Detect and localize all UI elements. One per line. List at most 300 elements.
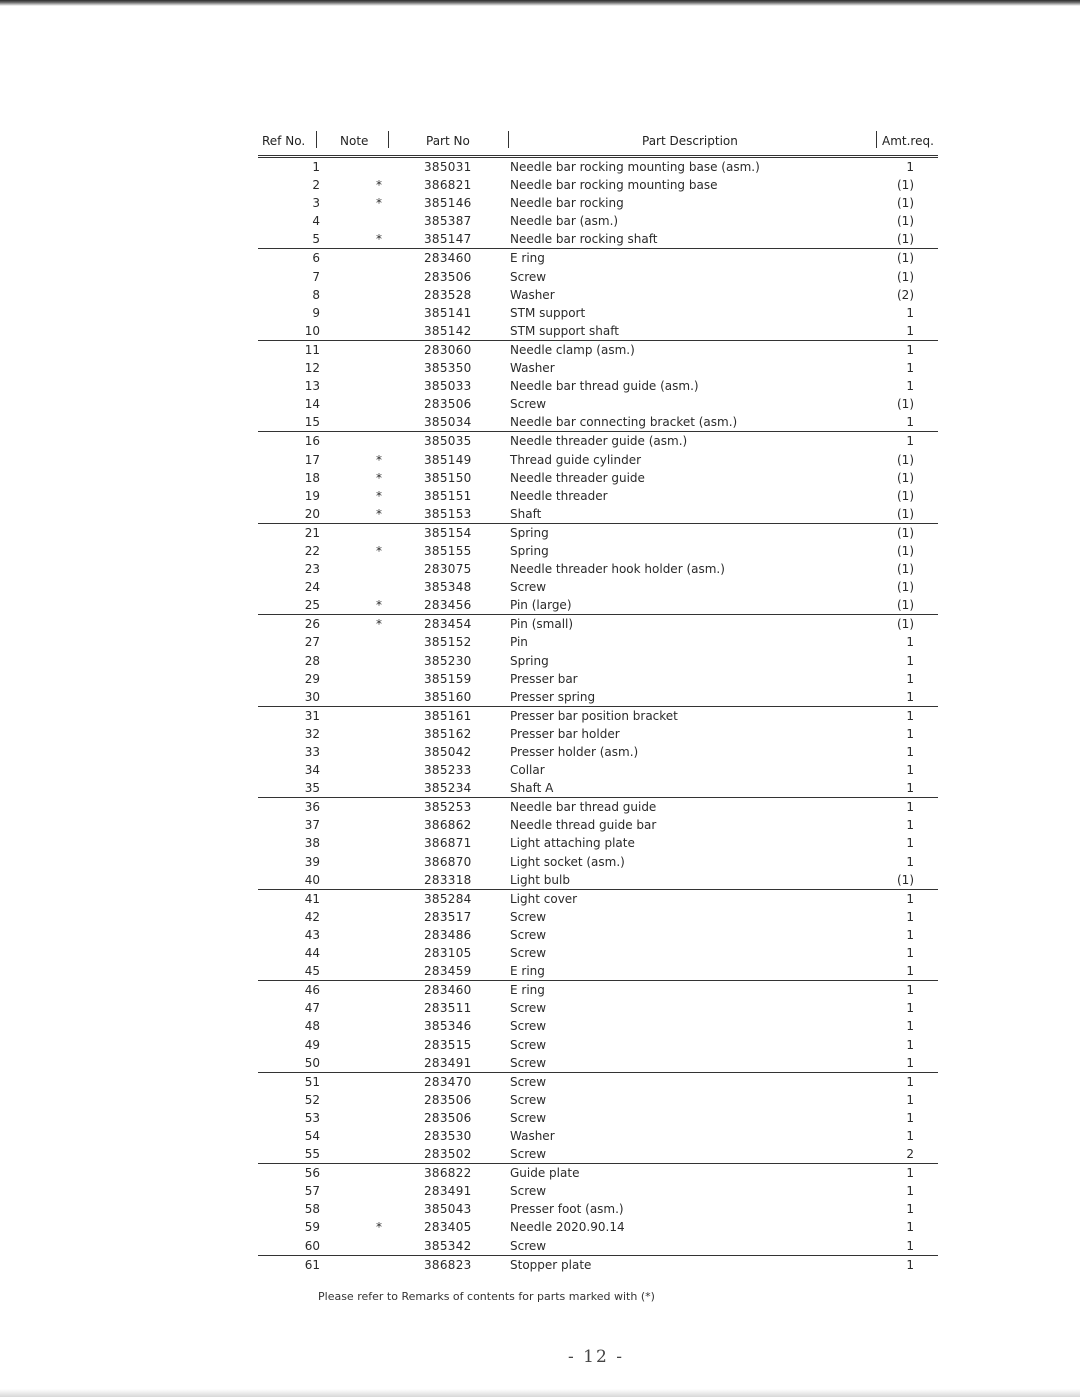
part-no-cell: 283060	[424, 342, 472, 357]
ref-no-cell: 2	[312, 178, 320, 193]
ref-no-cell: 30	[304, 689, 320, 704]
part-no-cell: 385146	[424, 196, 472, 211]
amt-req-cell: 1	[906, 745, 914, 759]
description-cell: Needle bar thread guide (asm.)	[510, 379, 699, 394]
part-no-cell: 385150	[424, 470, 472, 485]
table-row	[258, 1109, 938, 1127]
note-cell: *	[376, 543, 382, 558]
part-no-cell: 386862	[424, 818, 472, 833]
table-row	[258, 908, 938, 926]
ref-no-cell: 41	[304, 891, 320, 906]
part-no-cell: 283506	[424, 1092, 472, 1107]
description-cell: STM support shaft	[510, 323, 619, 338]
amt-req-cell: 1	[906, 635, 914, 650]
table-row	[258, 1164, 938, 1182]
description-cell: STM support	[510, 305, 586, 320]
part-no-cell: 385161	[424, 708, 472, 723]
description-cell: Presser holder (asm.)	[510, 745, 639, 759]
ref-no-cell: 60	[304, 1238, 320, 1253]
amt-req-cell: (1)	[897, 598, 914, 613]
amt-req-cell: (1)	[897, 872, 914, 887]
header-divider	[316, 131, 317, 148]
amt-req-cell: 1	[906, 1037, 914, 1052]
ref-no-cell: 34	[304, 763, 320, 778]
amt-req-cell: 1	[906, 1001, 914, 1016]
part-no-cell: 283456	[424, 598, 472, 613]
description-cell: Collar	[510, 763, 545, 778]
description-cell: Light socket (asm.)	[510, 854, 625, 869]
table-row	[258, 505, 938, 524]
table-row	[258, 1127, 938, 1145]
amt-req-cell: 1	[906, 946, 914, 961]
part-no-cell: 386822	[424, 1166, 472, 1181]
ref-no-cell: 35	[304, 781, 320, 796]
amt-req-cell: 1	[906, 891, 914, 906]
description-cell: Needle bar thread guide	[510, 800, 657, 815]
page-number: - 12 -	[568, 1347, 624, 1367]
footnote: Please refer to Remarks of contents for parts marked with (*)	[318, 1290, 655, 1303]
amt-req-cell: 1	[906, 1092, 914, 1107]
part-no-cell: 283511	[424, 1001, 472, 1016]
description-cell: Spring	[510, 525, 549, 540]
table-row	[258, 725, 938, 743]
scan-top-edge	[0, 0, 1080, 6]
parts-table	[258, 131, 938, 1274]
ref-no-cell: 14	[304, 397, 320, 412]
amt-req-cell: 1	[906, 983, 914, 998]
part-no-cell: 283470	[424, 1074, 472, 1089]
table-header	[258, 131, 938, 158]
table-row	[258, 1017, 938, 1035]
table-row	[258, 1036, 938, 1054]
table-row	[258, 652, 938, 670]
amt-req-cell: 1	[906, 1110, 914, 1125]
ref-no-cell: 52	[304, 1092, 320, 1107]
table-row	[258, 743, 938, 761]
part-no-cell: 385042	[424, 745, 472, 759]
table-row	[258, 1256, 938, 1274]
ref-no-cell: 5	[312, 232, 320, 247]
table-row	[258, 761, 938, 779]
description-cell: Screw	[510, 1055, 547, 1070]
part-no-cell: 385162	[424, 726, 472, 741]
description-cell: Needle threader	[510, 488, 608, 503]
amt-req-cell: 1	[906, 1055, 914, 1070]
part-no-cell: 385387	[424, 214, 472, 229]
amt-req-cell: 1	[906, 1184, 914, 1199]
ref-no-cell: 18	[304, 470, 320, 485]
description-cell: Needle 2020.90.14	[510, 1220, 625, 1235]
ref-no-cell: 29	[304, 671, 320, 686]
ref-no-cell: 44	[304, 946, 320, 961]
table-row	[258, 596, 938, 615]
ref-no-cell: 53	[304, 1110, 320, 1125]
table-row	[258, 1200, 938, 1218]
table-row	[258, 322, 938, 341]
ref-no-cell: 11	[304, 342, 320, 357]
note-cell: *	[376, 488, 382, 503]
ref-no-cell: 49	[304, 1037, 320, 1052]
part-no-cell: 385159	[424, 671, 472, 686]
part-no-cell: 283506	[424, 1110, 472, 1125]
part-no-cell: 283486	[424, 927, 472, 942]
description-cell: Screw	[510, 1184, 547, 1199]
amt-req-cell: 1	[906, 909, 914, 924]
part-no-cell: 385152	[424, 635, 472, 650]
ref-no-cell: 10	[304, 323, 320, 338]
description-cell: Thread guide cylinder	[510, 452, 642, 467]
table-row	[258, 377, 938, 395]
description-cell: Needle thread guide bar	[510, 818, 657, 833]
table-row	[258, 359, 938, 377]
ref-no-cell: 26	[304, 617, 320, 632]
part-no-cell: 385154	[424, 525, 472, 540]
amt-req-cell: (1)	[897, 525, 914, 540]
amt-req-cell: 1	[906, 964, 914, 979]
note-cell: *	[376, 452, 382, 467]
table-row	[258, 834, 938, 852]
part-no-cell: 385151	[424, 488, 472, 503]
ref-no-cell: 45	[304, 964, 320, 979]
description-cell: Light attaching plate	[510, 836, 635, 851]
part-no-cell: 385149	[424, 452, 472, 467]
amt-req-cell: (1)	[897, 214, 914, 229]
amt-req-cell: 1	[906, 854, 914, 869]
ref-no-cell: 33	[304, 745, 320, 759]
note-cell: *	[376, 232, 382, 247]
part-no-cell: 385284	[424, 891, 472, 906]
description-cell: Presser bar holder	[510, 726, 620, 741]
description-cell: Stopper plate	[510, 1257, 592, 1272]
header-divider	[508, 131, 509, 148]
table-row	[258, 176, 938, 194]
table-row	[258, 1237, 938, 1256]
table-row	[258, 413, 938, 432]
part-no-cell: 283515	[424, 1037, 472, 1052]
ref-no-cell: 25	[304, 598, 320, 613]
header-note: Note	[340, 134, 369, 148]
part-no-cell: 386823	[424, 1257, 472, 1272]
amt-req-cell: 1	[906, 836, 914, 851]
amt-req-cell: (1)	[897, 269, 914, 284]
ref-no-cell: 3	[312, 196, 320, 211]
table-row	[258, 707, 938, 725]
part-no-cell: 283517	[424, 909, 472, 924]
ref-no-cell: 39	[304, 854, 320, 869]
amt-req-cell: (1)	[897, 562, 914, 577]
table-row	[258, 816, 938, 834]
amt-req-cell: (1)	[897, 617, 914, 632]
table-body	[258, 158, 938, 1274]
description-cell: Screw	[510, 269, 547, 284]
description-cell: Needle threader guide	[510, 470, 645, 485]
part-no-cell: 385034	[424, 415, 472, 430]
note-cell: *	[376, 598, 382, 613]
ref-no-cell: 38	[304, 836, 320, 851]
amt-req-cell: 1	[906, 1220, 914, 1235]
part-no-cell: 385234	[424, 781, 472, 796]
description-cell: Screw	[510, 946, 547, 961]
ref-no-cell: 61	[304, 1257, 320, 1272]
amt-req-cell: 1	[906, 342, 914, 357]
part-no-cell: 385155	[424, 543, 472, 558]
description-cell: Screw	[510, 1092, 547, 1107]
amt-req-cell: (1)	[897, 251, 914, 266]
table-row	[258, 560, 938, 578]
ref-no-cell: 19	[304, 488, 320, 503]
description-cell: Needle bar rocking shaft	[510, 232, 658, 247]
ref-no-cell: 28	[304, 653, 320, 668]
description-cell: Presser bar position bracket	[510, 708, 678, 723]
ref-no-cell: 56	[304, 1166, 320, 1181]
description-cell: Shaft A	[510, 781, 554, 796]
part-no-cell: 283459	[424, 964, 472, 979]
amt-req-cell: (1)	[897, 196, 914, 211]
table-row	[258, 524, 938, 542]
ref-no-cell: 59	[304, 1220, 320, 1235]
note-cell: *	[376, 470, 382, 485]
ref-no-cell: 58	[304, 1202, 320, 1217]
ref-no-cell: 7	[312, 269, 320, 284]
table-row	[258, 268, 938, 286]
description-cell: Needle bar (asm.)	[510, 214, 619, 229]
table-row	[258, 158, 938, 176]
amt-req-cell: (1)	[897, 232, 914, 247]
table-row	[258, 194, 938, 212]
ref-no-cell: 36	[304, 800, 320, 815]
part-no-cell: 283075	[424, 562, 472, 577]
part-no-cell: 283454	[424, 617, 472, 632]
table-row	[258, 962, 938, 981]
table-row	[258, 395, 938, 413]
part-no-cell: 386871	[424, 836, 472, 851]
table-row	[258, 542, 938, 560]
description-cell: Screw	[510, 909, 547, 924]
description-cell: Needle threader hook holder (asm.)	[510, 562, 725, 577]
table-row	[258, 1091, 938, 1109]
ref-no-cell: 37	[304, 818, 320, 833]
table-row	[258, 469, 938, 487]
description-cell: Screw	[510, 1037, 547, 1052]
ref-no-cell: 46	[304, 983, 320, 998]
table-row	[258, 1054, 938, 1073]
part-no-cell: 385141	[424, 305, 472, 320]
ref-no-cell: 40	[304, 872, 320, 887]
description-cell: Presser spring	[510, 689, 596, 704]
part-no-cell: 385142	[424, 323, 472, 338]
description-cell: Needle clamp (asm.)	[510, 342, 635, 357]
table-row	[258, 670, 938, 688]
ref-no-cell: 54	[304, 1128, 320, 1143]
note-cell: *	[376, 617, 382, 632]
ref-no-cell: 15	[304, 415, 320, 430]
part-no-cell: 385153	[424, 506, 472, 521]
part-no-cell: 283318	[424, 872, 472, 887]
ref-no-cell: 20	[304, 506, 320, 521]
ref-no-cell: 55	[304, 1147, 320, 1162]
ref-no-cell: 43	[304, 927, 320, 942]
part-no-cell: 385230	[424, 653, 472, 668]
header-part-no: Part No	[426, 134, 470, 148]
part-no-cell: 283105	[424, 946, 472, 961]
description-cell: Washer	[510, 361, 555, 376]
description-cell: Pin	[510, 635, 528, 650]
header-divider	[388, 131, 389, 148]
description-cell: Needle bar connecting bracket (asm.)	[510, 415, 738, 430]
table-row	[258, 853, 938, 871]
note-cell: *	[376, 178, 382, 193]
part-no-cell: 385160	[424, 689, 472, 704]
amt-req-cell: 1	[906, 379, 914, 394]
table-row	[258, 286, 938, 304]
amt-req-cell: (1)	[897, 470, 914, 485]
table-row	[258, 230, 938, 249]
table-row	[258, 926, 938, 944]
ref-no-cell: 27	[304, 635, 320, 650]
part-no-cell: 385233	[424, 763, 472, 778]
ref-no-cell: 51	[304, 1074, 320, 1089]
ref-no-cell: 57	[304, 1184, 320, 1199]
ref-no-cell: 6	[312, 251, 320, 266]
amt-req-cell: 1	[906, 818, 914, 833]
note-cell: *	[376, 196, 382, 211]
amt-req-cell: (1)	[897, 397, 914, 412]
description-cell: Spring	[510, 653, 549, 668]
description-cell: Shaft	[510, 506, 542, 521]
part-no-cell: 283530	[424, 1128, 472, 1143]
ref-no-cell: 50	[304, 1055, 320, 1070]
table-row	[258, 999, 938, 1017]
description-cell: Spring	[510, 543, 549, 558]
amt-req-cell: 1	[906, 1238, 914, 1253]
part-no-cell: 283502	[424, 1147, 472, 1162]
table-row	[258, 779, 938, 798]
table-row	[258, 1218, 938, 1236]
scan-bottom-edge	[0, 1389, 1080, 1397]
description-cell: Light cover	[510, 891, 578, 906]
part-no-cell: 385350	[424, 361, 472, 376]
description-cell: Presser bar	[510, 671, 578, 686]
ref-no-cell: 4	[312, 214, 320, 229]
table-row	[258, 578, 938, 596]
table-row	[258, 688, 938, 707]
description-cell: Pin (large)	[510, 598, 572, 613]
description-cell: E ring	[510, 251, 545, 266]
ref-no-cell: 23	[304, 562, 320, 577]
amt-req-cell: 1	[906, 361, 914, 376]
part-no-cell: 385346	[424, 1019, 472, 1034]
table-row	[258, 432, 938, 450]
amt-req-cell: 1	[906, 1166, 914, 1181]
ref-no-cell: 22	[304, 543, 320, 558]
description-cell: Washer	[510, 287, 555, 302]
amt-req-cell: (1)	[897, 506, 914, 521]
table-row	[258, 890, 938, 908]
amt-req-cell: 1	[906, 927, 914, 942]
amt-req-cell: 1	[906, 415, 914, 430]
description-cell: Screw	[510, 1019, 547, 1034]
ref-no-cell: 32	[304, 726, 320, 741]
table-row	[258, 304, 938, 322]
ref-no-cell: 12	[304, 361, 320, 376]
ref-no-cell: 48	[304, 1019, 320, 1034]
note-cell: *	[376, 1220, 382, 1235]
part-no-cell: 386870	[424, 854, 472, 869]
amt-req-cell: 1	[906, 800, 914, 815]
part-no-cell: 283491	[424, 1184, 472, 1199]
description-cell: Needle threader guide (asm.)	[510, 434, 688, 449]
amt-req-cell: 1	[906, 305, 914, 320]
amt-req-cell: 1	[906, 1257, 914, 1272]
table-row	[258, 944, 938, 962]
description-cell: Guide plate	[510, 1166, 580, 1181]
header-divider	[876, 131, 877, 148]
description-cell: Screw	[510, 1238, 547, 1253]
table-row	[258, 981, 938, 999]
table-row	[258, 1145, 938, 1164]
description-cell: Screw	[510, 1074, 547, 1089]
ref-no-cell: 21	[304, 525, 320, 540]
amt-req-cell: (1)	[897, 488, 914, 503]
ref-no-cell: 16	[304, 434, 320, 449]
table-row	[258, 487, 938, 505]
description-cell: Presser foot (asm.)	[510, 1202, 624, 1217]
amt-req-cell: (1)	[897, 580, 914, 595]
amt-req-cell: (2)	[897, 287, 914, 302]
description-cell: Light bulb	[510, 872, 570, 887]
description-cell: Screw	[510, 1147, 547, 1162]
table-row	[258, 1182, 938, 1200]
part-no-cell: 283491	[424, 1055, 472, 1070]
ref-no-cell: 24	[304, 580, 320, 595]
amt-req-cell: 1	[906, 323, 914, 338]
part-no-cell: 385348	[424, 580, 472, 595]
table-row	[258, 798, 938, 816]
table-row	[258, 615, 938, 633]
part-no-cell: 385342	[424, 1238, 472, 1253]
part-no-cell: 385031	[424, 160, 472, 174]
part-no-cell: 385043	[424, 1202, 472, 1217]
table-row	[258, 633, 938, 651]
part-no-cell: 283528	[424, 287, 472, 302]
description-cell: Pin (small)	[510, 617, 574, 632]
description-cell: Needle bar rocking mounting base (asm.)	[510, 160, 760, 174]
description-cell: Needle bar rocking	[510, 196, 624, 211]
ref-no-cell: 47	[304, 1001, 320, 1016]
description-cell: Screw	[510, 397, 547, 412]
amt-req-cell: 1	[906, 1128, 914, 1143]
part-no-cell: 283460	[424, 251, 472, 266]
table-row	[258, 212, 938, 230]
amt-req-cell: 1	[906, 671, 914, 686]
amt-req-cell: 1	[906, 653, 914, 668]
table-row	[258, 249, 938, 267]
amt-req-cell: 1	[906, 708, 914, 723]
header-ref-no: Ref No.	[262, 134, 306, 148]
description-cell: Washer	[510, 1128, 555, 1143]
description-cell: Screw	[510, 1001, 547, 1016]
header-description: Part Description	[642, 134, 738, 148]
amt-req-cell: 1	[906, 763, 914, 778]
table-row	[258, 451, 938, 469]
description-cell: E ring	[510, 964, 545, 979]
ref-no-cell: 1	[312, 160, 320, 174]
table-row	[258, 1073, 938, 1091]
amt-req-cell: 1	[906, 781, 914, 796]
ref-no-cell: 17	[304, 452, 320, 467]
table-row	[258, 341, 938, 359]
description-cell: Screw	[510, 1110, 547, 1125]
